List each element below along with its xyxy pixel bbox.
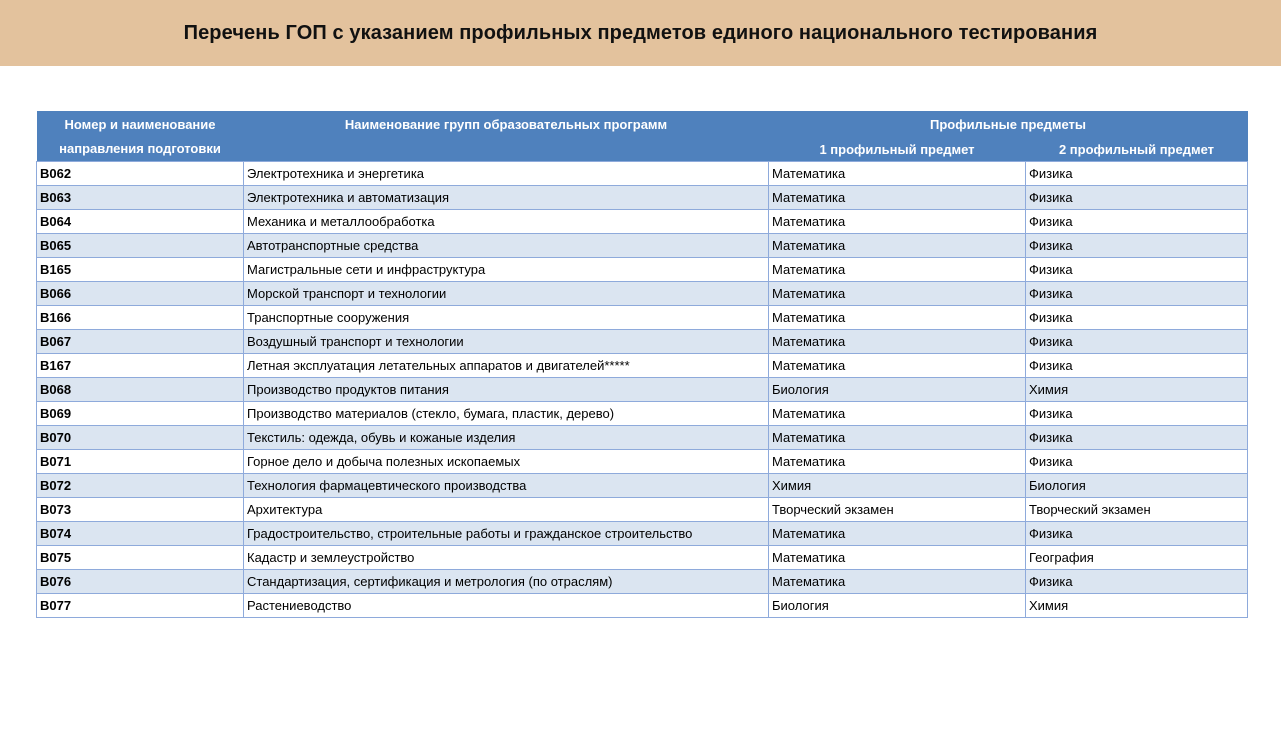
cell-subject-1: Математика <box>769 402 1026 426</box>
cell-code: B076 <box>37 570 244 594</box>
header-subject-2: 2 профильный предмет <box>1026 137 1248 161</box>
cell-name: Текстиль: одежда, обувь и кожаные изделия <box>244 426 769 450</box>
header-name: Наименование групп образовательных программ <box>244 111 769 162</box>
cell-subject-1: Биология <box>769 378 1026 402</box>
cell-code: B066 <box>37 282 244 306</box>
cell-subject-2: Физика <box>1026 162 1248 186</box>
header-code <box>37 111 244 162</box>
cell-code: B064 <box>37 210 244 234</box>
cell-subject-2: Физика <box>1026 426 1248 450</box>
cell-name: Механика и металлообработка <box>244 210 769 234</box>
cell-code: B068 <box>37 378 244 402</box>
cell-subject-1: Математика <box>769 330 1026 354</box>
table-header <box>37 111 1248 162</box>
cell-name: Автотранспортные средства <box>244 234 769 258</box>
cell-subject-1: Математика <box>769 426 1026 450</box>
table-row <box>37 426 1248 450</box>
cell-subject-2: География <box>1026 546 1248 570</box>
cell-code: B065 <box>37 234 244 258</box>
cell-subject-1: Математика <box>769 570 1026 594</box>
cell-subject-1: Математика <box>769 546 1026 570</box>
table-row <box>37 282 1248 306</box>
cell-subject-1: Математика <box>769 282 1026 306</box>
cell-name: Электротехника и автоматизация <box>244 186 769 210</box>
table-row <box>37 498 1248 522</box>
cell-code: B167 <box>37 354 244 378</box>
cell-subject-2: Физика <box>1026 450 1248 474</box>
cell-code: B074 <box>37 522 244 546</box>
cell-name: Горное дело и добыча полезных ископаемых <box>244 450 769 474</box>
cell-name: Стандартизация, сертификация и метрология (по отраслям) <box>244 570 769 594</box>
table-row <box>37 378 1248 402</box>
cell-subject-2: Физика <box>1026 330 1248 354</box>
cell-subject-2: Химия <box>1026 378 1248 402</box>
cell-name: Градостроительство, строительные работы и гражданское строительство <box>244 522 769 546</box>
table-row <box>37 522 1248 546</box>
cell-code: B165 <box>37 258 244 282</box>
cell-subject-2: Физика <box>1026 402 1248 426</box>
cell-subject-1: Математика <box>769 522 1026 546</box>
cell-code: B073 <box>37 498 244 522</box>
cell-name: Растениеводство <box>244 594 769 618</box>
cell-code: B166 <box>37 306 244 330</box>
cell-code: B063 <box>37 186 244 210</box>
table-row <box>37 234 1248 258</box>
table-row <box>37 450 1248 474</box>
header-code-line1: Номер и наименование <box>64 117 216 132</box>
cell-code: B077 <box>37 594 244 618</box>
table-row <box>37 306 1248 330</box>
cell-name: Электротехника и энергетика <box>244 162 769 186</box>
cell-code: B069 <box>37 402 244 426</box>
cell-subject-2: Физика <box>1026 570 1248 594</box>
cell-subject-1: Математика <box>769 258 1026 282</box>
cell-name: Кадастр и землеустройство <box>244 546 769 570</box>
table-row <box>37 570 1248 594</box>
cell-name: Летная эксплуатация летательных аппаратов и двигателей***** <box>244 354 769 378</box>
cell-code: B070 <box>37 426 244 450</box>
table-row <box>37 258 1248 282</box>
cell-subject-2: Физика <box>1026 522 1248 546</box>
cell-name: Производство продуктов питания <box>244 378 769 402</box>
table-row <box>37 594 1248 618</box>
table-row <box>37 162 1248 186</box>
cell-subject-1: Математика <box>769 354 1026 378</box>
cell-subject-2: Физика <box>1026 234 1248 258</box>
cell-code: B067 <box>37 330 244 354</box>
cell-subject-2: Химия <box>1026 594 1248 618</box>
cell-subject-2: Творческий экзамен <box>1026 498 1248 522</box>
cell-subject-1: Биология <box>769 594 1026 618</box>
cell-subject-1: Математика <box>769 306 1026 330</box>
cell-subject-2: Физика <box>1026 354 1248 378</box>
cell-name: Морской транспорт и технологии <box>244 282 769 306</box>
table-row <box>37 546 1248 570</box>
cell-subject-1: Творческий экзамен <box>769 498 1026 522</box>
table-row <box>37 474 1248 498</box>
cell-subject-1: Математика <box>769 162 1026 186</box>
cell-subject-1: Математика <box>769 450 1026 474</box>
cell-code: B062 <box>37 162 244 186</box>
table-row <box>37 210 1248 234</box>
table-row <box>37 402 1248 426</box>
programs-table <box>36 111 1248 618</box>
table-row <box>37 186 1248 210</box>
cell-code: B071 <box>37 450 244 474</box>
cell-subject-2: Физика <box>1026 282 1248 306</box>
cell-subject-1: Математика <box>769 210 1026 234</box>
cell-subject-2: Физика <box>1026 210 1248 234</box>
cell-subject-1: Химия <box>769 474 1026 498</box>
cell-name: Производство материалов (стекло, бумага, пластик, дерево) <box>244 402 769 426</box>
cell-subject-1: Математика <box>769 186 1026 210</box>
table-row <box>37 354 1248 378</box>
cell-subject-2: Биология <box>1026 474 1248 498</box>
cell-subject-2: Физика <box>1026 306 1248 330</box>
cell-subject-2: Физика <box>1026 186 1248 210</box>
cell-name: Технология фармацевтического производства <box>244 474 769 498</box>
cell-subject-2: Физика <box>1026 258 1248 282</box>
title-banner <box>0 0 1281 66</box>
cell-subject-1: Математика <box>769 234 1026 258</box>
cell-name: Воздушный транспорт и технологии <box>244 330 769 354</box>
header-code-line2: направления подготовки <box>59 141 221 156</box>
header-subject-1: 1 профильный предмет <box>769 137 1026 161</box>
page-title: Перечень ГОП с указанием профильных предметов единого национального тестирования <box>183 21 1098 44</box>
header-subjects: Профильные предметы <box>769 111 1248 137</box>
cell-code: B075 <box>37 546 244 570</box>
cell-name: Архитектура <box>244 498 769 522</box>
table-row <box>37 330 1248 354</box>
cell-name: Транспортные сооружения <box>244 306 769 330</box>
table-body <box>37 162 1248 618</box>
cell-code: B072 <box>37 474 244 498</box>
cell-name: Магистральные сети и инфраструктура <box>244 258 769 282</box>
